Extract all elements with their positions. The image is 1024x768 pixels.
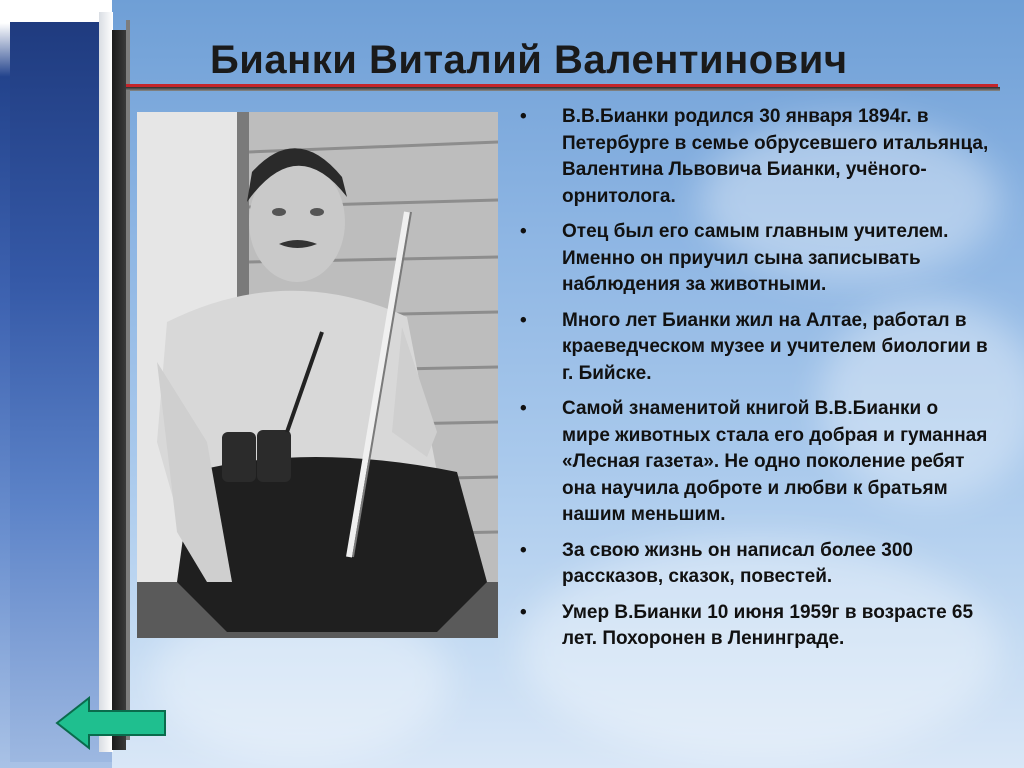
slide-title: Бианки Виталий Валентинович <box>210 38 848 82</box>
bullet-text: Умер В.Бианки 10 июня 1959г в возрасте 65 лет. Похоронен в Ленинграде. <box>562 601 974 649</box>
left-decor-dark-bar <box>112 30 126 750</box>
bullet-item <box>520 600 990 653</box>
bullet-item <box>520 308 990 388</box>
title-rule-dark <box>126 87 1000 91</box>
bullet-item <box>520 219 990 299</box>
left-decor-grey-bar <box>126 20 130 740</box>
bullet-dot: • <box>520 221 527 242</box>
portrait-photo <box>137 112 498 638</box>
bullet-text: За свою жизнь он написал более 300 рассказов, сказок, повестей. <box>562 539 913 587</box>
bullet-text: Отец был его самым главным учителем. Именно он приучил сына записывать наблюдения за животными. <box>562 221 949 295</box>
bullet-text: Самой знаменитой книгой В.В.Бианки о мире животных стала его добрая и гуманная «Лесная газета». Не одно поколение ребят она научила доброте и любви к братьям нашим меньшим. <box>562 398 988 525</box>
bullet-dot: • <box>520 106 527 127</box>
bullet-text: В.В.Бианки родился 30 января 1894г. в Петербурге в семье обрусевшего итальянца, Валентина Львовича Бианки, учёного-орнитолога. <box>562 106 989 207</box>
bullet-text: Много лет Бианки жил на Алтае, работал в краеведческом музее и учителем биологии в г. Бийске. <box>562 309 988 384</box>
bullet-item <box>520 538 990 591</box>
left-decor-gradient <box>10 22 112 762</box>
bio-bullet-list <box>520 104 990 662</box>
bullet-dot: • <box>520 309 527 331</box>
bullet-item <box>520 104 990 210</box>
bullet-dot: • <box>520 398 527 419</box>
left-arrow-icon <box>55 696 167 750</box>
bullet-dot: • <box>520 539 527 561</box>
bullet-dot: • <box>520 601 527 623</box>
left-decor-panel <box>0 0 112 768</box>
back-button[interactable] <box>55 696 167 750</box>
left-decor-light-bar <box>99 12 113 752</box>
bullet-item <box>520 396 990 529</box>
